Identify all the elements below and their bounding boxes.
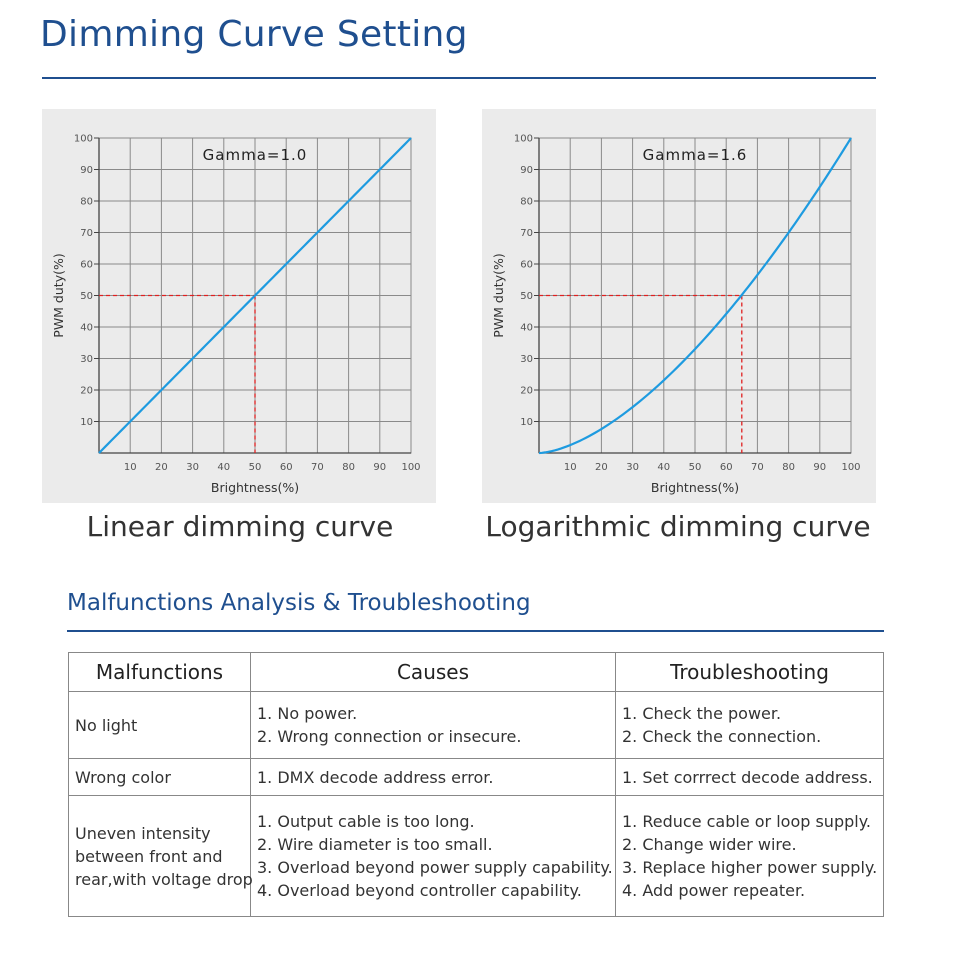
malfunction-text: Uneven intensity [75, 823, 211, 843]
x-tick-label: 100 [841, 462, 861, 473]
fix-text: 3. Replace higher power supply. [622, 858, 878, 877]
linear-chart [42, 109, 436, 503]
linear-chart-caption: Linear dimming curve [86, 510, 394, 543]
causes-cell [251, 692, 616, 759]
gamma-annotation: Gamma=1.6 [642, 146, 748, 164]
x-tick-label: 30 [626, 462, 639, 473]
y-tick-label: 10 [80, 417, 93, 428]
fix-text: 1. Check the power. [622, 704, 782, 723]
log-chart-panel [482, 109, 876, 503]
y-tick-label: 70 [80, 228, 93, 239]
cause-text: 3. Overload beyond power supply capability. [257, 858, 613, 877]
malfunction-text: between front and [75, 846, 223, 866]
malfunction-text: rear,with voltage drop [75, 869, 253, 889]
cause-text: 4. Overload beyond controller capability. [257, 881, 582, 900]
x-tick-label: 70 [751, 462, 764, 473]
section-divider [67, 630, 884, 632]
table-row [69, 796, 884, 917]
troubleshooting-table [68, 652, 884, 917]
y-tick-label: 30 [80, 354, 93, 365]
table-header-row [69, 653, 884, 692]
cause-text: 1. No power. [257, 704, 358, 723]
fix-cell [616, 759, 884, 796]
x-tick-label: 10 [563, 462, 577, 473]
causes-cell [251, 759, 616, 796]
table-row [69, 692, 884, 759]
gamma-annotation: Gamma=1.0 [202, 146, 308, 164]
cause-text: 1. DMX decode address error. [257, 767, 494, 787]
x-tick-label: 50 [688, 462, 702, 473]
x-tick-label: 20 [155, 462, 168, 473]
x-tick-label: 90 [813, 462, 827, 473]
y-tick-label: 30 [520, 354, 533, 365]
y-axis-label: PWM duty(%) [491, 253, 506, 338]
x-tick-label: 60 [719, 462, 733, 473]
malfunction-cell [69, 692, 251, 759]
x-tick-label: 50 [248, 462, 262, 473]
fix-cell [616, 692, 884, 759]
causes-cell [251, 796, 616, 917]
title-divider [42, 77, 876, 79]
y-tick-label: 80 [520, 196, 533, 208]
table-row [69, 759, 884, 796]
x-tick-label: 40 [657, 462, 671, 473]
fix-text: 1. Set corrrect decode address. [622, 767, 873, 787]
y-tick-label: 10 [520, 417, 533, 428]
y-tick-label: 60 [80, 259, 93, 271]
x-tick-label: 20 [595, 462, 608, 473]
x-tick-label: 100 [401, 462, 421, 473]
malfunction-cell [69, 759, 251, 796]
fix-cell [616, 796, 884, 917]
linear-chart-panel [42, 109, 436, 503]
y-tick-label: 80 [80, 196, 93, 208]
x-tick-label: 10 [123, 462, 137, 473]
fix-text: 4. Add power repeater. [622, 881, 806, 900]
fix-text: 1. Reduce cable or loop supply. [622, 812, 871, 831]
fix-text: 2. Change wider wire. [622, 835, 797, 854]
section-title: Malfunctions Analysis & Troubleshooting [67, 590, 531, 616]
header-troubleshooting: Troubleshooting [616, 653, 884, 692]
y-tick-label: 50 [520, 291, 533, 302]
cause-text: 2. Wrong connection or insecure. [257, 727, 522, 746]
x-tick-label: 30 [186, 462, 199, 473]
y-tick-label: 20 [80, 385, 93, 397]
y-tick-label: 100 [73, 133, 93, 145]
x-tick-label: 90 [373, 462, 387, 473]
fix-text: 2. Check the connection. [622, 727, 822, 746]
malfunction-cell [69, 796, 251, 917]
x-tick-label: 40 [217, 462, 231, 473]
y-tick-label: 100 [513, 133, 533, 145]
x-tick-label: 60 [279, 462, 293, 473]
y-tick-label: 40 [520, 322, 533, 334]
x-axis-label: Brightness(%) [650, 480, 740, 495]
y-tick-label: 50 [80, 291, 93, 302]
page-title: Dimming Curve Setting [40, 14, 468, 55]
log-chart-caption: Logarithmic dimming curve [485, 510, 871, 543]
y-tick-label: 90 [80, 165, 93, 176]
y-tick-label: 20 [520, 385, 533, 397]
y-tick-label: 90 [520, 165, 533, 176]
y-axis-label: PWM duty(%) [51, 253, 66, 338]
y-tick-label: 60 [520, 259, 533, 271]
x-axis-label: Brightness(%) [210, 480, 300, 495]
x-tick-label: 80 [782, 462, 795, 473]
x-tick-label: 80 [342, 462, 355, 473]
header-causes: Causes [251, 653, 616, 692]
x-tick-label: 70 [311, 462, 324, 473]
y-tick-label: 70 [520, 228, 533, 239]
malfunction-text: Wrong color [75, 767, 171, 787]
y-tick-label: 40 [80, 322, 93, 334]
malfunction-text: No light [75, 715, 138, 735]
logarithmic-chart [482, 109, 876, 503]
cause-text: 1. Output cable is too long. [257, 812, 475, 831]
header-malfunctions: Malfunctions [69, 653, 251, 692]
cause-text: 2. Wire diameter is too small. [257, 835, 493, 854]
